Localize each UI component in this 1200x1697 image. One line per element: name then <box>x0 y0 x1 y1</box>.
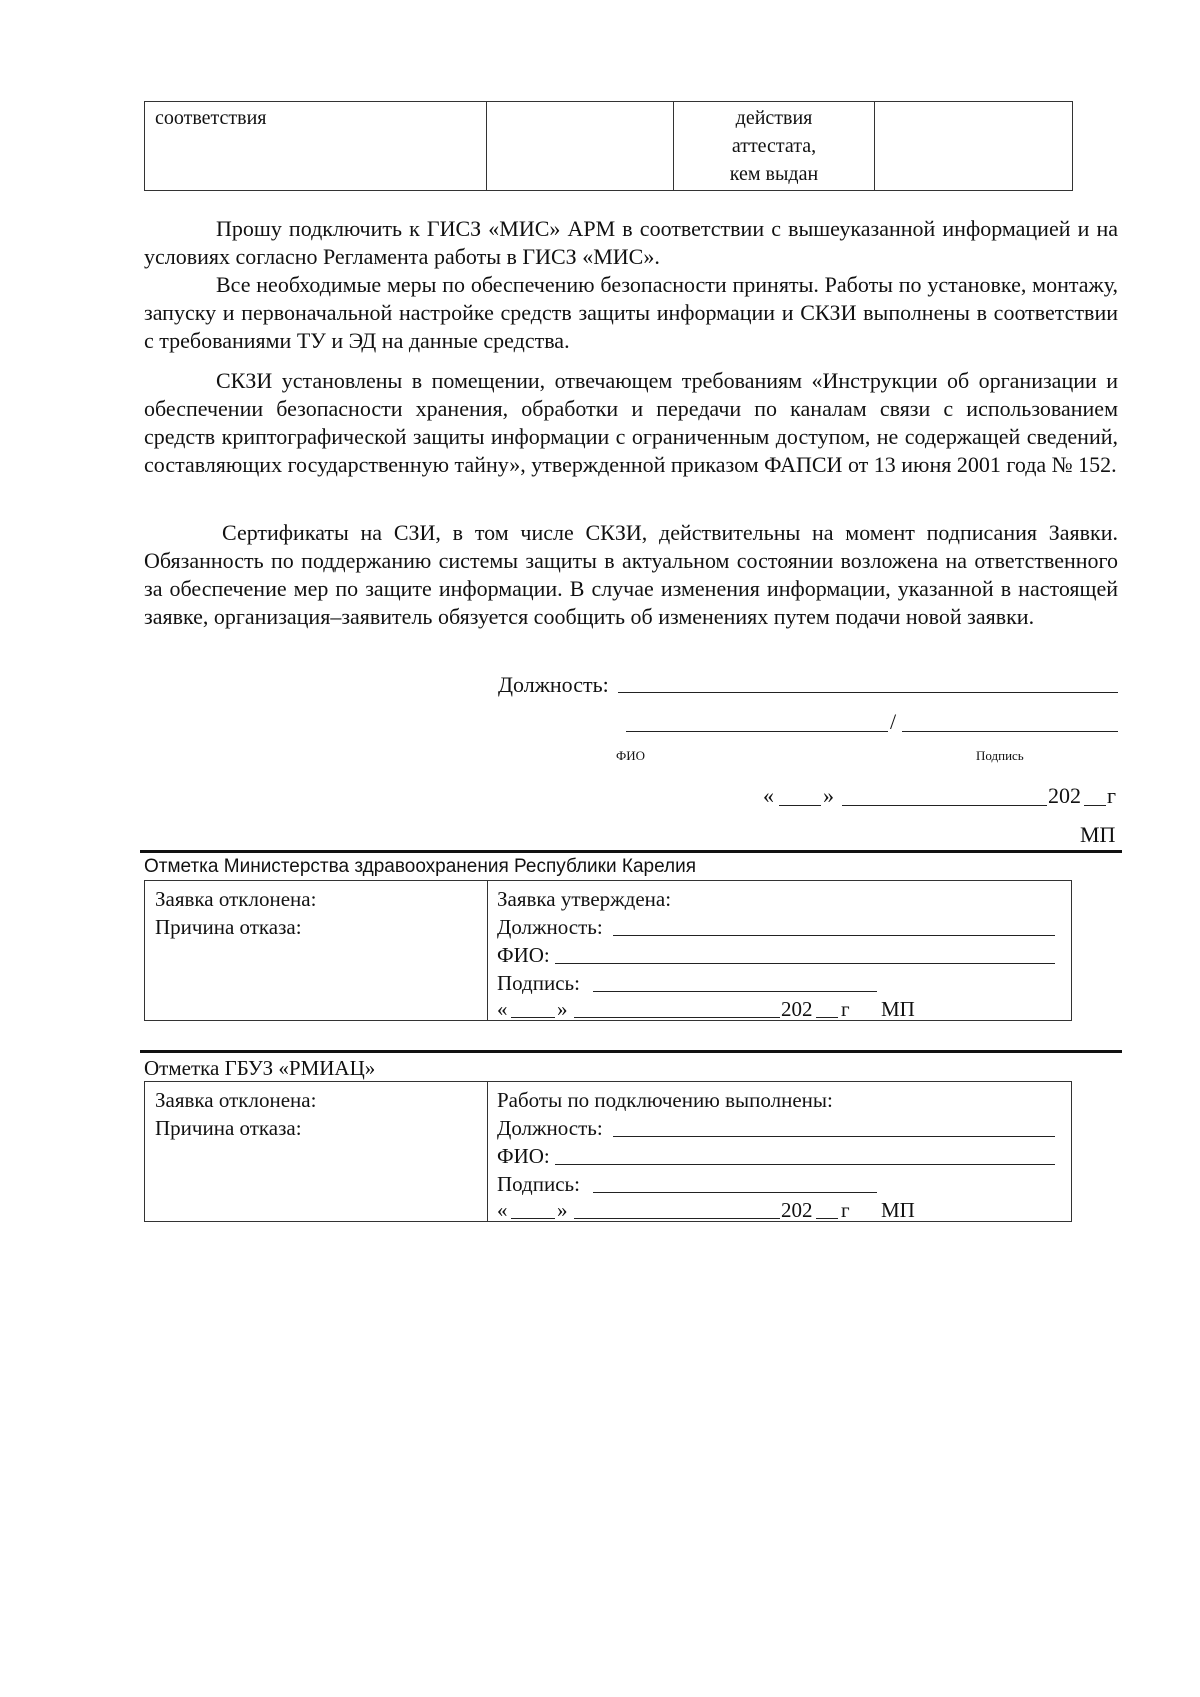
date-year-line <box>816 1017 838 1018</box>
cell-line: кем выдан <box>729 163 819 185</box>
date-year: 202 <box>781 997 813 1021</box>
stamp-label: МП <box>881 997 915 1021</box>
applicant-info-table <box>144 101 1073 191</box>
date-year: 202 <box>781 1198 813 1222</box>
table-cell <box>487 102 674 191</box>
fio-line <box>626 731 888 732</box>
date-month-line <box>842 805 1047 806</box>
table-cell <box>875 102 1073 191</box>
works-done-label: Работы по подключению выполнены: <box>497 1088 833 1112</box>
date-year: 202 <box>1048 783 1081 808</box>
cell-line: аттестата, <box>731 135 817 157</box>
signature-line <box>902 731 1118 732</box>
position-line <box>613 1136 1055 1137</box>
section-divider <box>140 1050 1122 1053</box>
section-divider <box>140 850 1122 853</box>
date-year-suffix: г <box>1107 783 1117 808</box>
date-year-suffix: г <box>841 1198 850 1222</box>
fio-signature-slash: / <box>890 709 897 734</box>
rmiac-mark-box <box>144 1081 1072 1222</box>
date-open-quote: « <box>497 1198 508 1222</box>
position-label: Должность: <box>498 672 609 697</box>
paragraph-request: Прошу подключить к ГИСЗ «МИС» АРМ в соответствии с вышеуказанной информацией и на условиях согласно Регламента работы в ГИСЗ «МИС». <box>144 216 1118 269</box>
date-year-line <box>1084 805 1106 806</box>
fio-label: ФИО: <box>497 943 550 967</box>
table-cell <box>674 102 875 191</box>
approved-label: Заявка утверждена: <box>497 887 672 911</box>
date-close-quote: » <box>557 997 568 1021</box>
date-year-line <box>816 1218 838 1219</box>
position-line <box>618 692 1118 693</box>
stamp-label: МП <box>881 1198 915 1222</box>
reason-label: Причина отказа: <box>155 915 302 939</box>
fio-line <box>555 963 1055 964</box>
signature-line <box>593 1192 877 1193</box>
date-day-line <box>511 1218 555 1219</box>
reason-label: Причина отказа: <box>155 1116 302 1140</box>
table-cell: соответствия <box>145 102 487 191</box>
date-day-line <box>511 1017 555 1018</box>
paragraph-security-measures: Все необходимые меры по обеспечению безопасности приняты. Работы по установке, монтажу, запуску и первоначальной настройке средств защиты информации и СКЗИ выполнены в соответствии с требованиями ТУ и ЭД на данные средства. <box>144 272 1118 353</box>
fio-caption: ФИО <box>616 748 646 763</box>
column-divider <box>487 1082 488 1221</box>
signature-label: Подпись: <box>497 971 580 995</box>
rmiac-section-title: Отметка ГБУЗ «РМИАЦ» <box>144 1056 376 1080</box>
ministry-section-title: Отметка Министерства здравоохранения Республики Карелия <box>144 856 697 877</box>
cell-line: действия <box>735 107 813 129</box>
date-open-quote: « <box>763 783 774 808</box>
signature-caption: Подпись <box>976 748 1024 763</box>
date-year-suffix: г <box>841 997 850 1021</box>
paragraph-certificates: Сертификаты на СЗИ, в том числе СКЗИ, действительны на момент подписания Заявки. Обязанность по поддержанию системы защиты в актуальном состоянии возложена на ответственного за обеспечение мер по защите информации. В случае изменения информации, указанной в настоящей заявке, организация–заявитель обязуется сообщить об изменениях путем подачи новой заявки. <box>144 520 1118 629</box>
position-label: Должность: <box>497 1116 603 1140</box>
position-line <box>613 935 1055 936</box>
date-close-quote: » <box>823 783 834 808</box>
paragraph-skzi-installation: СКЗИ установлены в помещении, отвечающем требованиям «Инструкции об организации и обеспечении безопасности хранения, обработки и передачи по каналам связи с использованием средств криптографической защиты информации с ограниченным доступом, не содержащей сведений, составляющих государственную тайну», утвержденной приказом ФАПСИ от 13 июня 2001 года № 152. <box>144 368 1118 477</box>
rejected-label: Заявка отклонена: <box>155 887 317 911</box>
signature-label: Подпись: <box>497 1172 580 1196</box>
date-month-line <box>574 1218 780 1219</box>
date-close-quote: » <box>557 1198 568 1222</box>
fio-line <box>555 1164 1055 1165</box>
rejected-label: Заявка отклонена: <box>155 1088 317 1112</box>
stamp-label: МП <box>1080 822 1116 847</box>
date-month-line <box>574 1017 780 1018</box>
date-day-line <box>779 805 821 806</box>
position-label: Должность: <box>497 915 603 939</box>
column-divider <box>487 881 488 1020</box>
signature-line <box>593 991 877 992</box>
fio-label: ФИО: <box>497 1144 550 1168</box>
ministry-mark-box <box>144 880 1072 1021</box>
table-row <box>145 102 1073 191</box>
date-open-quote: « <box>497 997 508 1021</box>
